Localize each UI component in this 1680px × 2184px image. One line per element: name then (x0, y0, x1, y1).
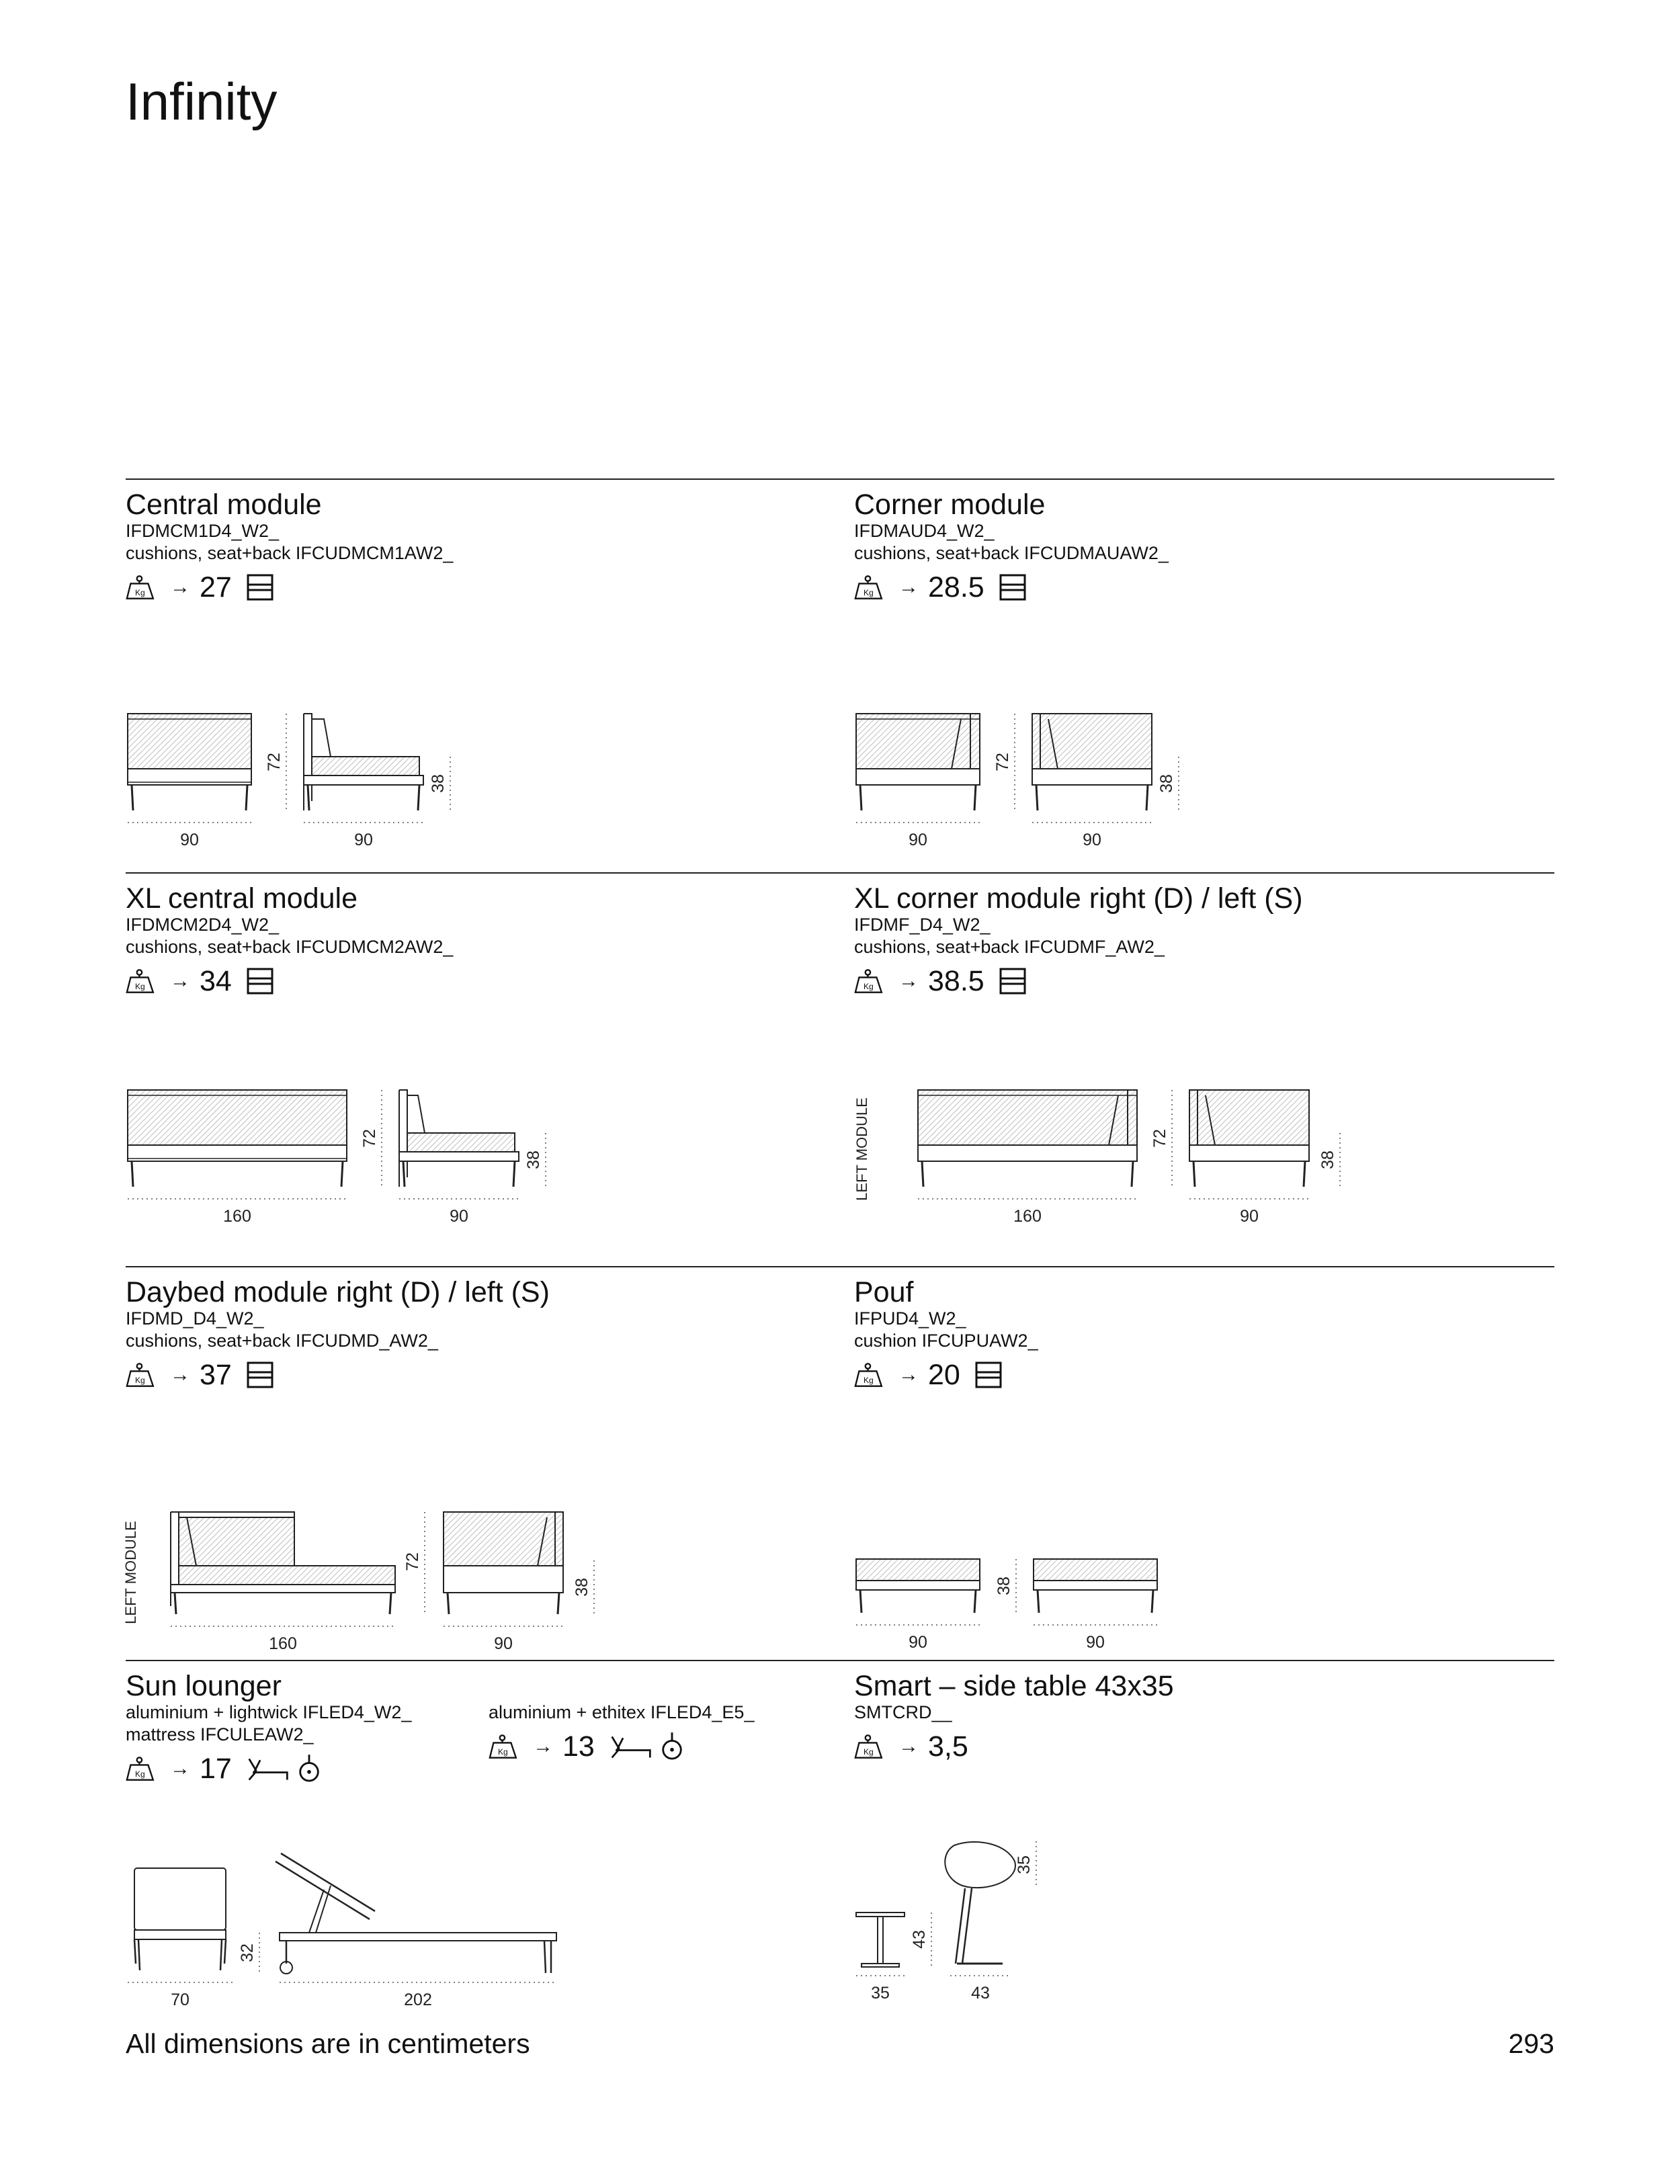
product-code: IFDMCM1D4_W2_ (126, 521, 280, 541)
depth-label: 90 (354, 831, 373, 849)
width-label: 90 (180, 831, 199, 849)
width-label: 160 (269, 1634, 297, 1653)
weight-kg-icon (854, 1734, 889, 1759)
weight-kg-icon (854, 968, 889, 994)
height-label: 72 (1150, 1129, 1169, 1148)
weight-value: 38.5 (928, 964, 984, 997)
product-name: Pouf (854, 1276, 914, 1308)
weight-value: 37 (200, 1358, 232, 1391)
variant-lightwick: aluminium + lightwick IFLED4_W2_ (126, 1702, 412, 1722)
weight-value: 20 (928, 1358, 960, 1391)
weight-row (854, 961, 1526, 1001)
product-name: Corner module (854, 489, 1046, 521)
product-code: IFDMAUD4_W2_ (854, 521, 995, 541)
sun-lounger-ethitex-info (489, 1702, 838, 1767)
package-box-icon (247, 968, 274, 995)
cushion-code: cushions, seat+back IFCUDMCM1AW2_ (126, 543, 454, 563)
height-label: 72 (993, 753, 1012, 771)
package-box-icon (975, 1361, 1002, 1388)
seat-height-label: 38 (429, 774, 448, 793)
product-name: Sun lounger (126, 1670, 282, 1702)
depth-label: 90 (1086, 1633, 1105, 1652)
variant-ethitex: aluminium + ethitex IFLED4_E5_ (489, 1702, 755, 1722)
cushion-code: cushions, seat+back IFCUDMAUAW2_ (854, 543, 1169, 563)
arrow-icon: → (898, 576, 919, 598)
depth-label: 43 (971, 1984, 990, 2003)
product-code: IFPUD4_W2_ (854, 1308, 966, 1329)
section-divider (126, 872, 1554, 874)
product-name: Smart – side table 43x35 (854, 1670, 1174, 1702)
wheel-icon (296, 1754, 322, 1783)
width-label: 90 (909, 831, 927, 849)
height-label: 72 (265, 753, 284, 771)
weight-row (126, 1749, 489, 1789)
central-module-drawing (114, 699, 491, 853)
width-label: 160 (1013, 1207, 1042, 1226)
depth-label: 90 (1240, 1207, 1259, 1226)
height-label: 43 (910, 1930, 929, 1949)
cushion-code: cushions, seat+back IFCUDMCM2AW2_ (126, 937, 454, 957)
lounger-icon (610, 1734, 653, 1759)
product-code: IFDMF_D4_W2_ (854, 915, 991, 935)
daybed-module-drawing (114, 1499, 625, 1653)
seat-height-label: 38 (995, 1577, 1013, 1595)
weight-row (126, 567, 798, 607)
weight-kg-icon (854, 1362, 889, 1388)
arrow-icon: → (170, 970, 190, 992)
product-code: IFDMD_D4_W2_ (126, 1308, 264, 1329)
weight-value: 13 (562, 1730, 595, 1763)
arrow-icon: → (170, 1757, 190, 1779)
section-divider (126, 1660, 1554, 1661)
package-box-icon (247, 1361, 274, 1388)
xl-corner-module-info (854, 883, 1526, 1001)
height-label: 72 (360, 1129, 379, 1148)
corner-module-drawing (843, 699, 1219, 853)
lounger-icon (247, 1756, 290, 1781)
weight-row (489, 1726, 838, 1767)
width-label: 90 (909, 1633, 927, 1652)
central-module-info (126, 489, 798, 607)
weight-row (126, 1355, 798, 1395)
weight-kg-icon (126, 575, 161, 600)
daybed-module-info (126, 1277, 798, 1395)
height-label: 72 (403, 1552, 422, 1571)
xl-corner-module-drawing (843, 1075, 1367, 1230)
weight-kg-icon (126, 1362, 161, 1388)
width-label: 35 (871, 1984, 890, 2003)
weight-value: 28.5 (928, 571, 984, 603)
left-module-label: LEFT MODULE (122, 1521, 139, 1624)
xl-central-module-drawing (114, 1075, 585, 1230)
depth-label: 90 (1083, 831, 1101, 849)
mattress-code: mattress IFCULEAW2_ (126, 1724, 314, 1745)
corner-module-info (854, 489, 1526, 607)
arrow-icon: → (170, 1363, 190, 1386)
package-box-icon (247, 574, 274, 601)
seat-height-label: 38 (524, 1150, 543, 1169)
page-title: Infinity (126, 72, 278, 131)
seat-height-label: 38 (1318, 1150, 1337, 1169)
depth-label: 90 (450, 1207, 468, 1226)
cushion-code: cushions, seat+back IFCUDMD_AW2_ (126, 1331, 438, 1351)
depth-label: 90 (494, 1634, 513, 1653)
product-code: IFDMCM2D4_W2_ (126, 915, 280, 935)
arrow-icon: → (898, 1363, 919, 1386)
pouf-info (854, 1277, 1526, 1395)
weight-value: 27 (200, 571, 232, 603)
weight-value: 3,5 (928, 1730, 968, 1763)
cushion-code: cushion IFCUPUAW2_ (854, 1331, 1038, 1351)
product-name: XL corner module right (D) / left (S) (854, 882, 1303, 915)
product-code: SMTCRD__ (854, 1702, 952, 1722)
wheel-icon (659, 1732, 685, 1761)
width-label: 160 (223, 1207, 251, 1226)
width-label: 70 (171, 1990, 190, 2009)
product-name: XL central module (126, 882, 358, 915)
xl-central-module-info (126, 883, 798, 1001)
package-box-icon (999, 574, 1026, 601)
length-label: 202 (404, 1990, 432, 2009)
left-module-label: LEFT MODULE (853, 1097, 870, 1201)
weight-kg-icon (854, 575, 889, 600)
smart-side-table-drawing (843, 1835, 1085, 2016)
arrow-icon: → (898, 970, 919, 992)
seat-height-label: 38 (573, 1578, 591, 1597)
product-name: Central module (126, 489, 322, 521)
weight-row (854, 1726, 1526, 1767)
sun-lounger-info (126, 1671, 489, 1789)
weight-value: 34 (200, 964, 232, 997)
package-box-icon (999, 968, 1026, 995)
product-name: Daybed module right (D) / left (S) (126, 1276, 550, 1308)
top-size-label: 35 (1015, 1855, 1034, 1874)
footer-note: All dimensions are in centimeters (126, 2028, 530, 2059)
smart-side-table-info (854, 1671, 1526, 1767)
weight-kg-icon (489, 1734, 523, 1759)
weight-row (126, 961, 798, 1001)
section-divider (126, 478, 1554, 480)
weight-kg-icon (126, 968, 161, 994)
arrow-icon: → (533, 1735, 553, 1757)
section-divider (126, 1266, 1554, 1267)
weight-value: 17 (200, 1752, 232, 1785)
sun-lounger-drawing (114, 1841, 571, 2016)
arrow-icon: → (898, 1735, 919, 1757)
seat-height-label: 32 (238, 1943, 257, 1962)
pouf-drawing (843, 1546, 1219, 1653)
weight-row (854, 567, 1526, 607)
weight-row (854, 1355, 1526, 1395)
cushion-code: cushions, seat+back IFCUDMF_AW2_ (854, 937, 1165, 957)
arrow-icon: → (170, 576, 190, 598)
weight-kg-icon (126, 1756, 161, 1781)
seat-height-label: 38 (1157, 774, 1176, 793)
page-number: 293 (1508, 2028, 1554, 2059)
